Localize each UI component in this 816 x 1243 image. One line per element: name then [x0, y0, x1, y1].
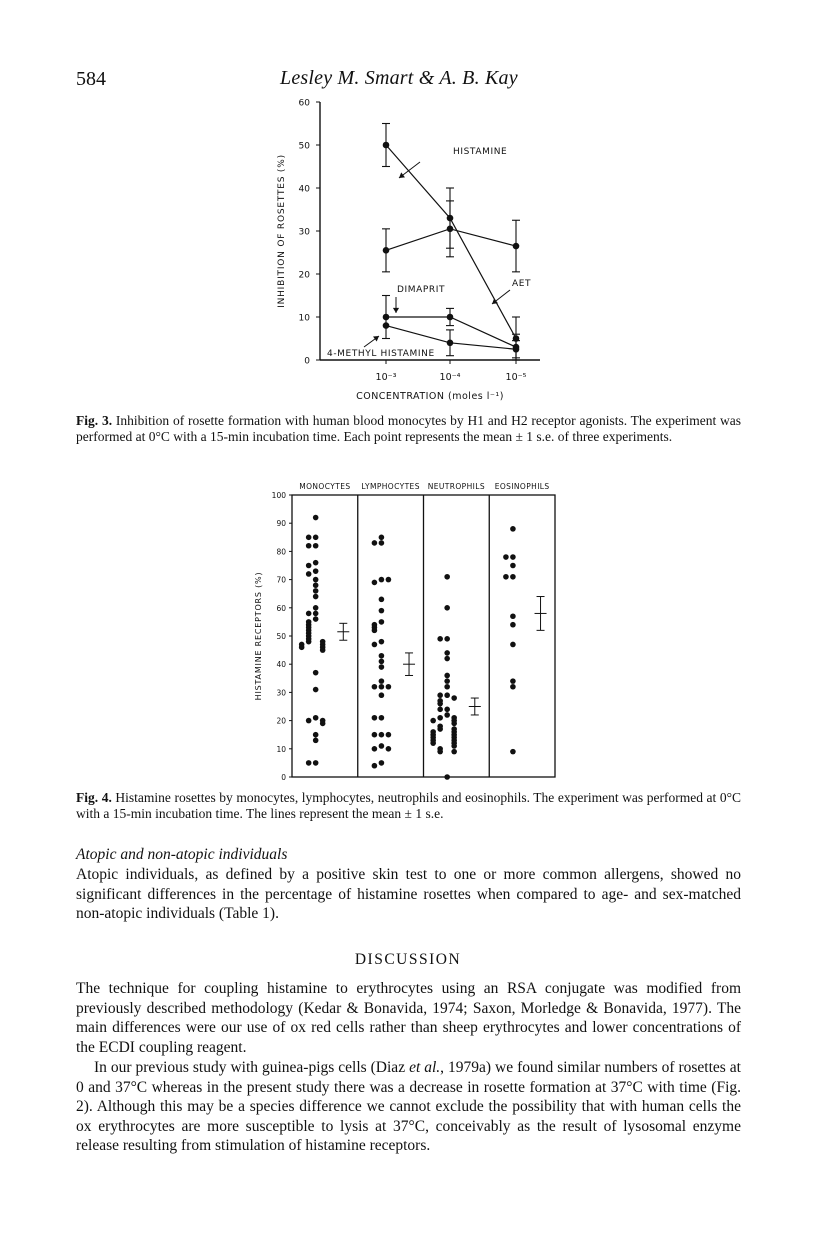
fig4-data-point	[444, 712, 450, 718]
fig4-y-axis-label: HISTAMINE RECEPTORS (%)	[254, 571, 263, 701]
fig4-data-point	[510, 563, 516, 569]
fig4-data-point	[444, 684, 450, 690]
fig3-x-axis-label: CONCENTRATION (moles l⁻¹)	[356, 391, 504, 402]
fig4-data-point	[306, 571, 312, 577]
fig4-y-tick-label: 70	[276, 575, 286, 585]
fig4-data-point	[451, 749, 457, 755]
fig4-data-point	[379, 619, 385, 625]
fig4-caption-text: Histamine rosettes by monocytes, lymphocytes, neutrophils and eosinophils. The experiment was performed at 0°C with a 15-min incubation time. The lines represent the mean ± 1 s.e.	[76, 790, 741, 821]
fig4-data-point	[372, 628, 378, 634]
fig4-data-point	[386, 732, 392, 738]
fig3-series-label: AET	[512, 279, 532, 289]
fig4-data-point	[444, 678, 450, 684]
fig3-series-label: DIMAPRIT	[397, 285, 446, 295]
fig4-data-point	[372, 732, 378, 738]
fig3-series-line	[386, 145, 516, 339]
paragraph-discussion-2	[76, 1058, 741, 1156]
fig4-data-point	[451, 721, 457, 727]
fig4-data-point	[313, 732, 319, 738]
fig3-data-point	[383, 322, 390, 329]
fig4-data-point	[437, 707, 443, 713]
figure-4-caption	[76, 790, 741, 822]
fig3-data-point	[513, 243, 520, 250]
fig4-y-tick-label: 50	[276, 632, 286, 641]
fig4-data-point	[313, 560, 319, 566]
fig4-data-point	[444, 707, 450, 713]
para3-part-b: , 1979a) we found similar numbers of rosettes at 0 and 37°C whereas in the present study there was a decrease in rosette formation at 37°C with time (Fig. 2). Although this may be a species difference we cannot exclude the possibility that with human cells the ox erythrocytes are more susceptible to lysis at 37°C, conceivably as the result of lysosomal enzyme release resulting from stimulation of histamine receptors.	[76, 1059, 741, 1154]
fig4-category-label: NEUTROPHILS	[427, 482, 485, 491]
fig4-y-tick-label: 80	[276, 547, 286, 557]
fig4-category-label: LYMPHOCYTES	[361, 482, 420, 491]
fig3-data-point	[383, 142, 390, 149]
fig3-series-label: 4-METHYL HISTAMINE	[327, 349, 435, 359]
fig4-data-point	[444, 636, 450, 642]
subheading-atopic: Atopic and non-atopic individuals	[76, 846, 288, 863]
fig4-plot-area	[254, 482, 555, 782]
fig4-category-label: EOSINOPHILS	[494, 482, 550, 491]
fig4-data-point	[451, 743, 457, 749]
fig4-data-point	[386, 746, 392, 752]
fig4-data-point	[379, 639, 385, 645]
para3-et-al: et al.	[409, 1059, 441, 1076]
figure-3-line-chart	[260, 92, 560, 412]
fig4-y-tick-label: 60	[276, 603, 286, 613]
fig4-data-point	[313, 594, 319, 600]
fig4-data-point	[313, 715, 319, 721]
fig4-data-point	[379, 684, 385, 690]
para3-part-a: In our previous study with guinea-pigs cells (Diaz	[94, 1059, 410, 1076]
figure-3-caption	[76, 413, 741, 445]
fig4-data-point	[306, 611, 312, 617]
fig4-data-point	[379, 653, 385, 659]
fig3-series-line	[386, 229, 516, 251]
fig3-y-tick-label: 40	[298, 184, 310, 195]
fig4-data-point	[313, 577, 319, 583]
fig4-data-point	[313, 687, 319, 693]
fig3-data-point	[513, 346, 520, 353]
fig4-data-point	[372, 684, 378, 690]
fig4-data-point	[444, 774, 450, 780]
fig4-data-point	[306, 639, 312, 645]
fig4-data-point	[313, 616, 319, 622]
fig4-data-point	[379, 540, 385, 546]
fig4-data-point	[444, 650, 450, 656]
fig4-data-point	[444, 692, 450, 698]
fig4-category-label: MONOCYTES	[299, 482, 351, 491]
fig4-data-point	[313, 605, 319, 611]
fig3-data-point	[383, 247, 390, 254]
fig3-caption-text: Inhibition of rosette formation with human blood monocytes by H1 and H2 receptor agonists. The experiment was performed at 0°C with a 15-min incubation time. Each point represents the mean ± 1 s.e. of three experiments.	[76, 413, 742, 444]
fig4-data-point	[379, 715, 385, 721]
fig4-data-point	[313, 568, 319, 574]
fig3-data-point	[383, 314, 390, 321]
fig4-data-point	[437, 749, 443, 755]
fig4-caption-label: Fig. 4.	[76, 790, 112, 805]
fig4-data-point	[313, 588, 319, 594]
fig3-y-tick-label: 20	[298, 270, 310, 281]
section-heading-discussion: DISCUSSION	[354, 951, 462, 968]
fig3-arrow-head	[373, 336, 379, 342]
fig4-data-point	[306, 718, 312, 724]
fig4-data-point	[379, 678, 385, 684]
fig4-data-point	[313, 582, 319, 588]
fig4-data-point	[444, 673, 450, 679]
fig4-data-point	[372, 715, 378, 721]
fig4-data-point	[437, 726, 443, 732]
fig4-data-point	[379, 608, 385, 614]
fig3-y-tick-label: 50	[298, 141, 310, 152]
fig4-y-tick-label: 10	[276, 744, 286, 754]
fig3-data-point	[447, 226, 454, 233]
fig4-data-point	[430, 740, 436, 746]
fig4-y-tick-label: 20	[276, 716, 286, 726]
fig3-x-tick-label: 10⁻³	[375, 372, 397, 383]
fig4-y-tick-label: 30	[276, 688, 286, 698]
fig4-data-point	[299, 644, 305, 650]
fig4-data-point	[430, 718, 436, 724]
fig4-data-point	[386, 684, 392, 690]
fig4-data-point	[372, 540, 378, 546]
fig4-data-point	[437, 701, 443, 707]
fig3-y-axis-label: INHIBITION OF ROSETTES (%)	[277, 154, 287, 308]
figure-4-scatter-chart	[245, 478, 575, 783]
fig4-data-point	[437, 636, 443, 642]
fig4-data-point	[379, 577, 385, 583]
fig4-data-point	[503, 574, 509, 580]
fig4-data-point	[510, 526, 516, 532]
paragraph-discussion-1: The technique for coupling histamine to erythrocytes using an RSA conjugate was modified from previously described methodology (Kedar & Bonavida, 1974; Saxon, Morledge & Bonavida, 1977). The main differences were our use of ox red cells rather than sheep erythrocytes and lower concentrations of the ECDI coupling reagent.	[76, 980, 741, 1056]
fig4-data-point	[510, 678, 516, 684]
fig3-y-tick-label: 0	[304, 356, 310, 367]
fig4-data-point	[313, 543, 319, 549]
fig4-data-point	[320, 721, 326, 727]
fig4-data-point	[510, 574, 516, 580]
fig4-data-point	[510, 613, 516, 619]
fig3-y-tick-label: 10	[298, 313, 310, 324]
fig4-data-point	[372, 642, 378, 648]
fig4-y-tick-label: 90	[276, 519, 286, 529]
fig4-data-point	[372, 580, 378, 586]
fig3-caption-label: Fig. 3.	[76, 413, 113, 428]
paragraph-atopic: Atopic individuals, as defined by a positive skin test to one or more common allergens, showed no significant differences in the percentage of histamine rosettes when compared to age- and sex-matched non-atopic individuals (Table 1).	[76, 866, 741, 922]
running-header-authors: Lesley M. Smart & A. B. Kay	[280, 67, 518, 89]
fig4-data-point	[379, 659, 385, 665]
fig4-data-point	[313, 515, 319, 521]
fig4-data-point	[372, 763, 378, 769]
fig4-data-point	[313, 738, 319, 744]
fig4-data-point	[313, 760, 319, 766]
fig4-y-tick-label: 40	[276, 660, 286, 670]
fig4-data-point	[379, 597, 385, 603]
fig4-y-tick-label: 0	[281, 773, 286, 782]
fig4-data-point	[510, 749, 516, 755]
fig4-data-point	[313, 670, 319, 676]
page-number: 584	[76, 68, 106, 90]
fig3-x-tick-label: 10⁻⁵	[505, 372, 527, 383]
fig4-data-point	[313, 535, 319, 541]
fig4-y-tick-label: 100	[271, 491, 286, 500]
fig4-data-point	[313, 611, 319, 617]
fig4-data-point	[444, 605, 450, 611]
fig4-data-point	[451, 695, 457, 701]
fig4-data-point	[379, 760, 385, 766]
fig4-data-point	[379, 743, 385, 749]
fig3-data-point	[447, 340, 454, 347]
fig3-plot-area	[277, 99, 540, 403]
fig4-data-point	[437, 692, 443, 698]
fig4-data-point	[444, 656, 450, 662]
fig4-data-point	[510, 642, 516, 648]
fig4-data-point	[444, 574, 450, 580]
fig4-data-point	[379, 732, 385, 738]
fig4-data-point	[306, 760, 312, 766]
fig3-series-label: HISTAMINE	[453, 147, 508, 157]
fig4-data-point	[379, 692, 385, 698]
fig4-data-point	[503, 554, 509, 560]
fig4-data-point	[372, 746, 378, 752]
fig4-data-point	[379, 535, 385, 541]
fig4-data-point	[306, 535, 312, 541]
fig3-arrow-head	[399, 172, 405, 178]
fig4-data-point	[510, 622, 516, 628]
fig3-y-tick-label: 30	[298, 227, 310, 238]
fig3-arrow-head	[393, 308, 399, 313]
fig3-x-tick-label: 10⁻⁴	[439, 372, 461, 383]
fig4-data-point	[320, 647, 326, 653]
fig4-data-point	[379, 664, 385, 670]
fig4-data-point	[306, 543, 312, 549]
fig4-data-point	[437, 715, 443, 721]
fig4-data-point	[510, 684, 516, 690]
fig4-data-point	[510, 554, 516, 560]
fig4-data-point	[306, 563, 312, 569]
fig4-data-point	[386, 577, 392, 583]
fig3-y-tick-label: 60	[298, 98, 310, 109]
fig3-data-point	[447, 314, 454, 321]
